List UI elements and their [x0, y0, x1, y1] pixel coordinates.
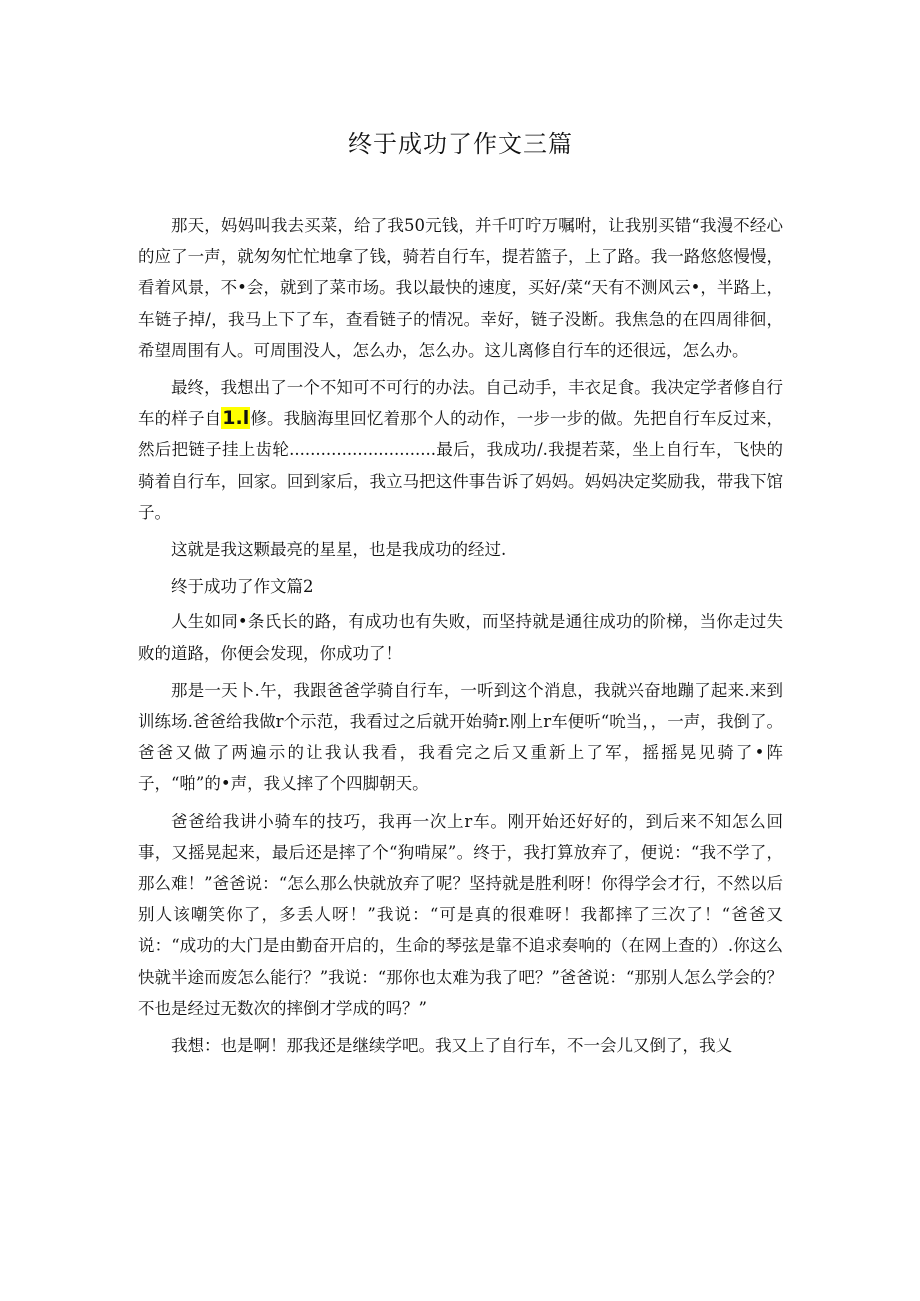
highlighted-text: 1.l: [222, 407, 250, 430]
paragraph-7: 我想：也是啊！那我还是继续学吧。我又上了自行车，不一会儿又倒了，我乂: [171, 1036, 732, 1056]
paragraph-2-after: 修。我脑海里回忆着那个人的动作，一步一步的做。先把自行车反过来，然后把链子挂上齿轮............................最后，我成功/.我提若菜，坐上自行车，飞快的骑着自行车，回家。回到家后，我立马把这件事告诉了妈妈。妈妈决定奖励我，带我下馆子。: [138, 409, 784, 522]
paragraph-5: 那是一天卜.午，我跟爸爸学骑自行车，一听到这个消息，我就兴奋地蹦了起来.来到训练场.爸爸给我做r个示范，我看过之后就开始骑r.刚上r车便听“吮当，，一声，我倒了。爸爸又做了两遍示的让我认我看，我看完之后又重新上了军，摇摇晃见骑了•阵子，“啪”的•声，我乂摔了个四脚朝天。: [138, 680, 783, 794]
paragraph-1: 那天，妈妈叫我去买菜，给了我50元钱，并千叮咛万嘱咐，让我别买错“我漫不经心的应了一声，就匆匆忙忙地拿了钱，骑若自行车，提若篮子，上了路。我一路悠悠慢慢，看着风景，不•会，就到了菜市场。我以最快的速度，买好/菜“天有不测风云•，半路上，车链子掉/，我马上下了车，查看链子的情况。幸好，链子没断。我焦急的在四周徘徊，希望周围有人。可周围没人，怎么办，怎么办。这儿离修自行车的还很远，怎么办。: [138, 216, 783, 360]
paragraph-2: [138, 372, 783, 528]
paragraph-3: 这就是我这颗最亮的星星，也是我成功的经过.: [171, 540, 507, 560]
paragraph-6: 爸爸给我讲小骑车的技巧，我再一次上r车。刚开始还好好的，到后来不知怎么回事，又摇晃起来，最后还是摔了个“狗啃屎”。终于，我打算放弃了，便说：“我不学了，那么难！”爸爸说：“怎么那么快就放弃了呢？坚持就是胜利呀！你得学会才行，不然以后别人该嘲笑你了，多丢人呀！”我说：“可是真的很难呀！我都摔了三次了！“爸爸又说：“成功的大门是由勤奋开启的，生命的琴弦是靠不追求奏响的（在网上查的）.你这么快就半途而废怎么能行？”我说：“那你也太难为我了吧？”爸爸说：“那别人怎么学会的？不也是经过无数次的摔倒才学成的吗？”: [138, 811, 783, 1018]
document-title: 终于成功了作文三篇: [348, 130, 573, 158]
paragraph-2-before: 最终，我想出了一个不知可不可行的办法。自己动手，丰衣足食。我决定学者修自行车的样子自: [138, 378, 783, 429]
document-page: [138, 0, 783, 1301]
document-body: [138, 210, 783, 1067]
paragraph-4: 人生如同•条氏长的路，有成功也有失败，而坚持就是通往成功的阶梯，当你走过失败的道路，你便会发现，你成功了！: [138, 612, 783, 663]
section-heading-2: 终于成功了作文篇2: [171, 577, 314, 597]
